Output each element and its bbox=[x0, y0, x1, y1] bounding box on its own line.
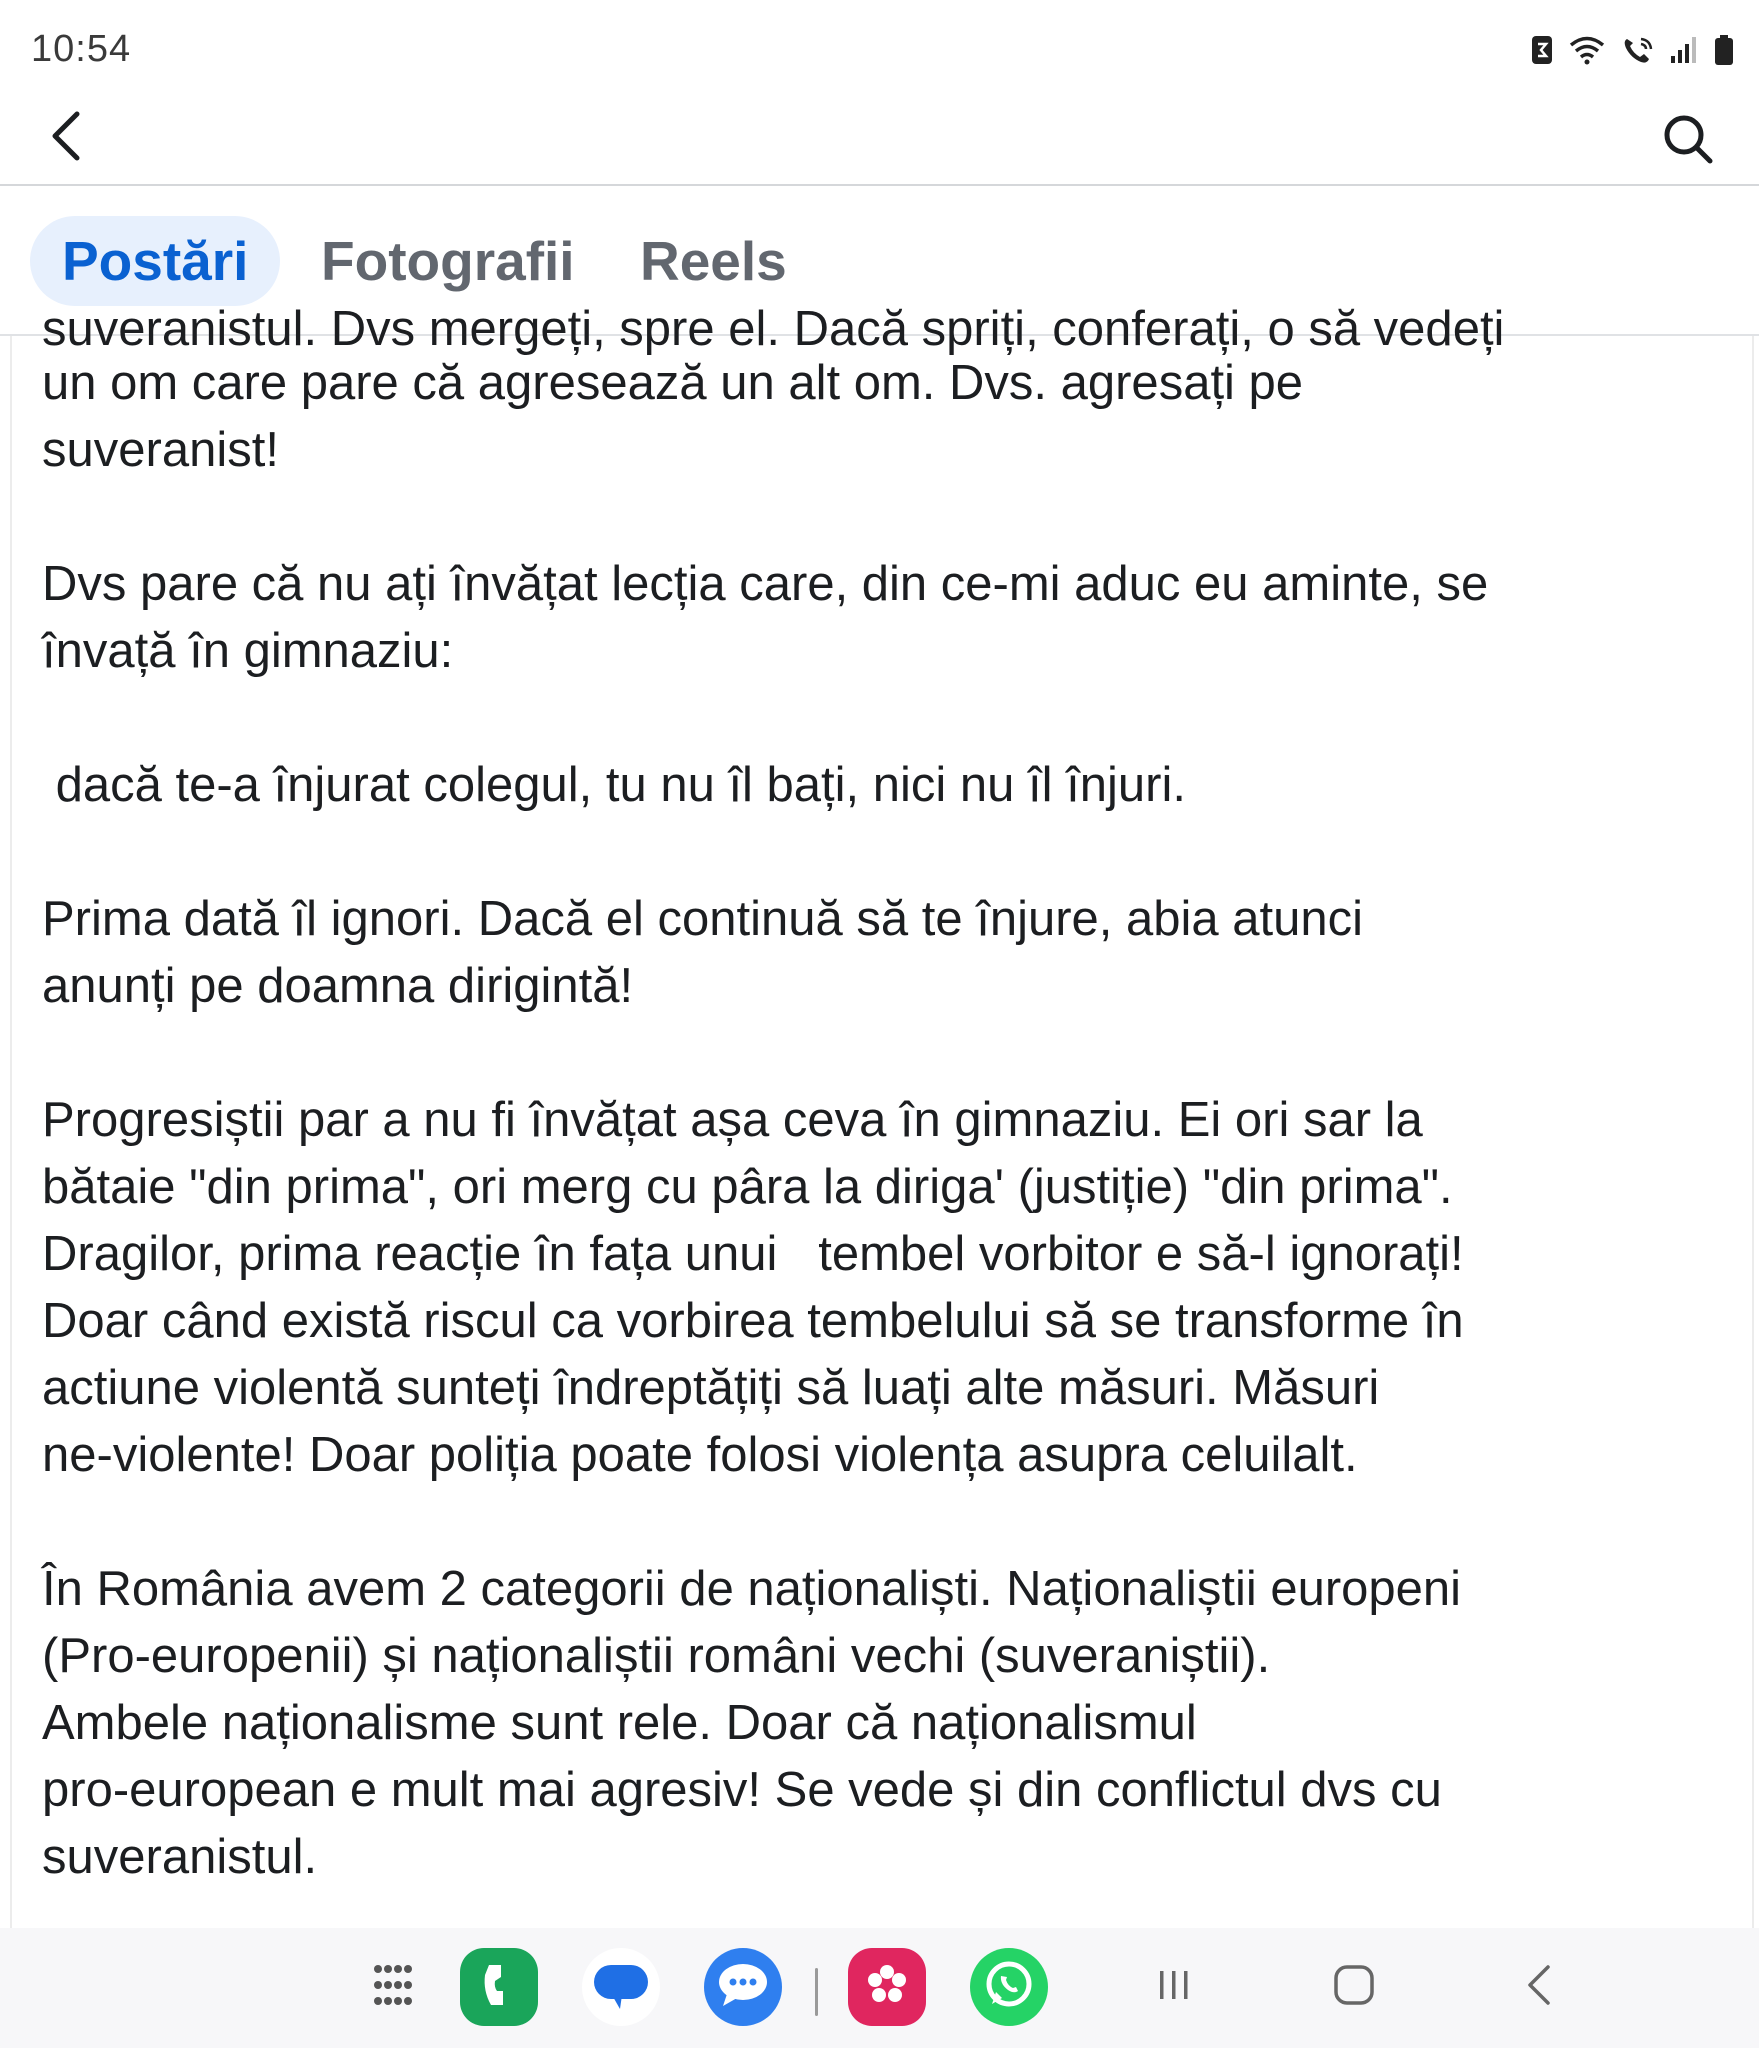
tab-reels[interactable]: Reels bbox=[640, 230, 787, 292]
battery-icon bbox=[1713, 34, 1735, 66]
wifi-calling-icon bbox=[1621, 35, 1655, 65]
back-key[interactable] bbox=[1500, 1948, 1578, 2026]
app-drawer-icon bbox=[372, 1963, 416, 2012]
post-paragraph: Dvs pare că nu ați învățat lecția care, din ce-mi aduc eu aminte, se învață în gimnaziu: bbox=[42, 557, 1489, 678]
nfc-icon bbox=[1531, 35, 1553, 65]
post-paragraph: dacă te-a înjurat colegul, tu nu îl bați, nici nu îl înjuri. bbox=[42, 758, 1186, 812]
whatsapp-button[interactable] bbox=[970, 1948, 1048, 2026]
gallery-app-icon bbox=[863, 1961, 911, 2014]
top-nav bbox=[0, 100, 1759, 184]
home-key[interactable] bbox=[1315, 1948, 1393, 2026]
tab-fotografii[interactable]: Fotografii bbox=[321, 230, 575, 292]
back-key-icon bbox=[1524, 1963, 1554, 2012]
messages-app-icon bbox=[715, 1960, 771, 2015]
search-button[interactable] bbox=[1653, 108, 1723, 174]
whatsapp-icon bbox=[982, 1958, 1036, 2017]
post-content bbox=[10, 302, 1754, 1928]
back-arrow-icon bbox=[49, 110, 83, 167]
recents-key[interactable] bbox=[1135, 1948, 1213, 2026]
phone-app-button[interactable] bbox=[460, 1948, 538, 2026]
cut-off-line: suveranistul. Dvs mergeți, spre el. Dacă spriți, conferați, o să vedeți bbox=[42, 302, 1505, 356]
app-drawer-button[interactable] bbox=[355, 1948, 433, 2026]
post-paragraph: În România avem 2 categorii de naționaliști. Naționaliștii europeni (Pro-europenii) și naționaliștii români vechi (suveraniștii). Ambele naționalisme sunt rele. Doar că naționalismul pro-european e mult mai agresiv! Se vede și din conflictul dvs cu suveranistul. bbox=[42, 1562, 1462, 1884]
post-text bbox=[42, 350, 1742, 1891]
gallery-app-button[interactable] bbox=[848, 1948, 926, 2026]
status-time: 10:54 bbox=[31, 28, 132, 70]
post-paragraph: un om care pare că agresează un alt om. Dvs. agresați pe suveranist! bbox=[42, 356, 1304, 477]
post-paragraph: Progresiștii par a nu fi învățat așa ceva în gimnaziu. Ei ori sar la bătaie "din prima", ori merg cu pâra la diriga' (justiție) "din prima". Dragilor, prima reacție în fața unui tembel vorbitor e să-l ignorați! Doar când există riscul ca vorbirea tembelului să se transforme în actiune violentă sunteți îndreptățiți să luați alte măsuri. Măsuri ne-violente! Doar poliția poate folosi violența asupra celuilalt. bbox=[42, 1093, 1464, 1482]
tab-postari[interactable]: Postări bbox=[30, 216, 280, 306]
back-button[interactable] bbox=[36, 108, 96, 168]
chat-app-button[interactable] bbox=[582, 1948, 660, 2026]
status-bar bbox=[0, 0, 1759, 100]
messages-app-button[interactable] bbox=[704, 1948, 782, 2026]
dock-separator bbox=[815, 1968, 818, 2016]
bottom-dock bbox=[0, 1928, 1759, 2048]
home-key-icon bbox=[1332, 1963, 1376, 2012]
signal-icon bbox=[1669, 35, 1699, 65]
status-icons bbox=[1531, 30, 1735, 70]
phone-app-icon bbox=[479, 1961, 519, 2014]
wifi-icon bbox=[1567, 35, 1607, 65]
post-paragraph: Prima dată îl ignori. Dacă el continuă să te înjure, abia atunci anunți pe doamna dirigintă! bbox=[42, 892, 1364, 1013]
search-icon bbox=[1662, 113, 1714, 170]
chat-app-icon bbox=[590, 1959, 652, 2016]
recents-key-icon bbox=[1154, 1965, 1194, 2010]
